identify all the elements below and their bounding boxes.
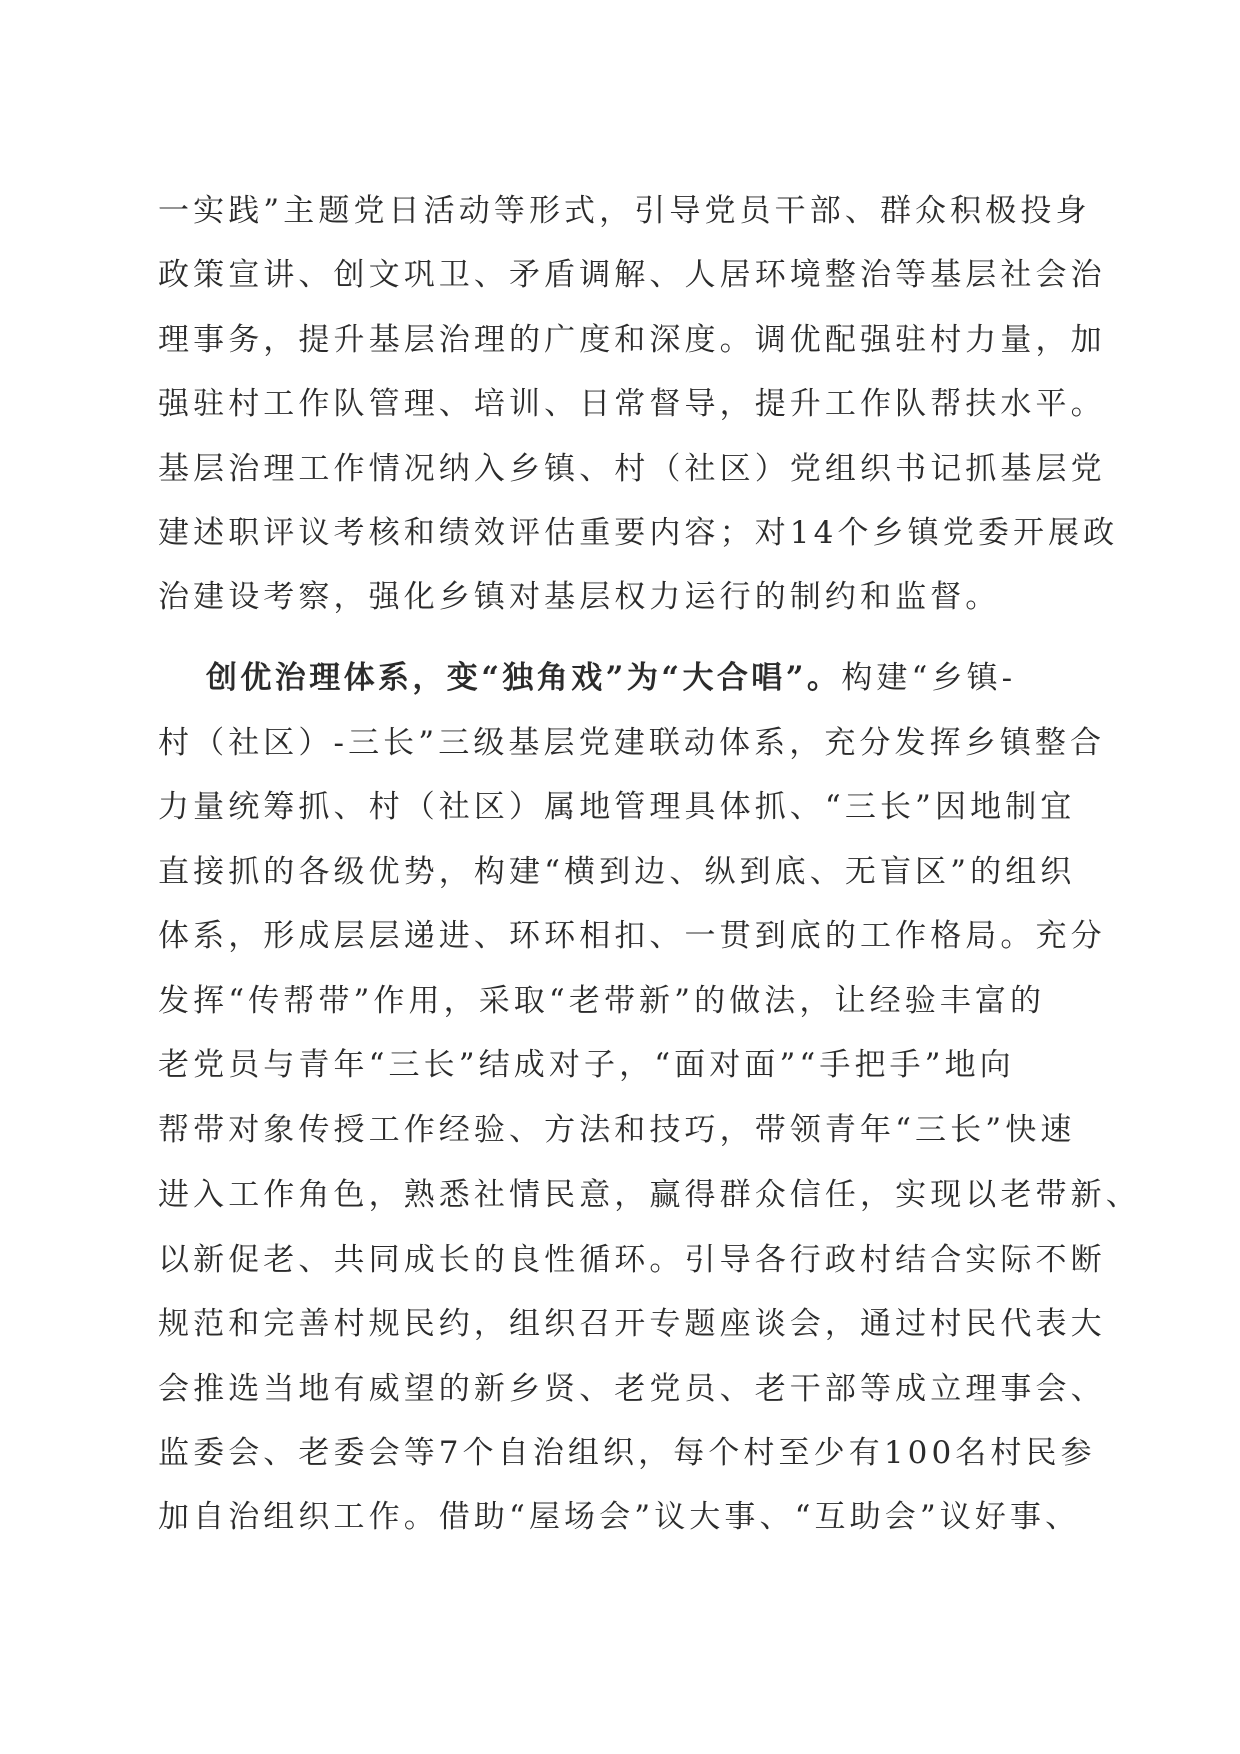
paragraph-2-line-12: 会推选当地有威望的新乡贤、老党员、老干部等成立理事会、 <box>158 1371 1106 1407</box>
paragraph-2-line-11: 规范和完善村规民约，组织召开专题座谈会，通过村民代表大 <box>158 1306 1106 1342</box>
paragraph-2-line-6: 发挥“传帮带”作用，采取“老带新”的做法，让经验丰富的 <box>158 983 1046 1019</box>
paragraph-1-line-7: 治建设考察，强化乡镇对基层权力运行的制约和监督。 <box>158 579 1001 615</box>
paragraph-2-line-2: 村（社区）-三长”三级基层党建联动体系，充分发挥乡镇整合 <box>158 725 1106 761</box>
paragraph-2-line-14: 加自治组织工作。借助“屋场会”议大事、“互助会”议好事、 <box>158 1499 1081 1535</box>
paragraph-2-heading: 创优治理体系，变“独角戏”为“大合唱”。 <box>206 660 842 696</box>
paragraph-2-line-13: 监委会、老委会等7个自治组织，每个村至少有100名村民参 <box>158 1435 1096 1471</box>
paragraph-2-line-3: 力量统筹抓、村（社区）属地管理具体抓、“三长”因地制宜 <box>158 789 1076 825</box>
paragraph-2-line-4: 直接抓的各级优势，构建“横到边、纵到底、无盲区”的组织 <box>158 854 1076 890</box>
paragraph-1-line-3: 理事务，提升基层治理的广度和深度。调优配强驻村力量，加 <box>158 322 1106 358</box>
paragraph-2-first-tail: 构建“乡镇- <box>841 660 1017 696</box>
paragraph-2-line-9: 进入工作角色，熟悉社情民意，赢得群众信任，实现以老带新、 <box>158 1177 1141 1213</box>
paragraph-2-line-7: 老党员与青年“三长”结成对子，“面对面”“手把手”地向 <box>158 1047 1015 1083</box>
paragraph-2-line-10: 以新促老、共同成长的良性循环。引导各行政村结合实际不断 <box>158 1242 1106 1278</box>
paragraph-1-line-1: 一实践”主题党日活动等形式，引导党员干部、群众积极投身 <box>158 193 1091 229</box>
paragraph-1-line-6: 建述职评议考核和绩效评估重要内容；对14个乡镇党委开展政 <box>158 515 1119 551</box>
paragraph-1-line-5: 基层治理工作情况纳入乡镇、村（社区）党组织书记抓基层党 <box>158 451 1106 487</box>
paragraph-2-line-8: 帮带对象传授工作经验、方法和技巧，带领青年“三长”快速 <box>158 1112 1076 1148</box>
paragraph-2-line-5: 体系，形成层层递进、环环相扣、一贯到底的工作格局。充分 <box>158 918 1106 954</box>
paragraph-1-line-2: 政策宣讲、创文巩卫、矛盾调解、人居环境整治等基层社会治 <box>158 257 1106 293</box>
paragraph-2-first-line <box>206 658 1098 698</box>
paragraph-1-line-4: 强驻村工作队管理、培训、日常督导，提升工作队帮扶水平。 <box>158 386 1106 422</box>
